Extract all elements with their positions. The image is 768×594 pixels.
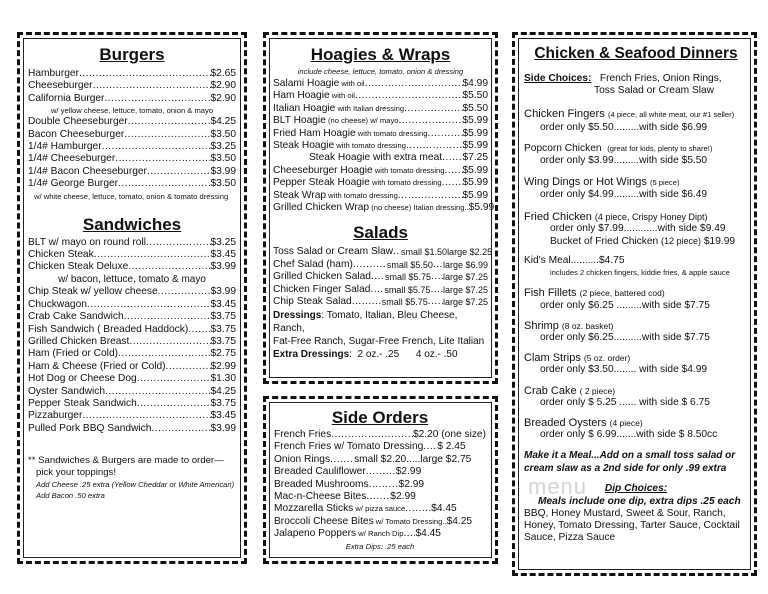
dinner-item: Chicken Fingers (4 piece, all white meat, our #1 seller) order only $5.50.........with side $6.99 <box>524 108 735 133</box>
menu-item: Chicken Steak Deluxe ..... $3.99 <box>28 261 236 273</box>
side-choices-line-2: Toss Salad or Cream Slaw <box>594 85 715 97</box>
dip-note: Meals include one dip, extra dips .25 each <box>538 495 741 507</box>
menu-item: Ham & Cheese (Fried or Cold) ..... $2.99 <box>28 361 236 373</box>
menu-item: Chicken Steak ..... $3.45 <box>28 249 236 261</box>
dip-list-line: BBQ, Honey Mustard, Sweet & Sour, Ranch, <box>524 507 726 519</box>
dressings-label: Dressings <box>273 309 322 321</box>
item-note: w/ white cheese, lettuce, tomato, onion & tomato dressing <box>34 191 229 201</box>
dinner-item: Popcorn Chicken (great for kids, plenty to share!) order only $3.99.........with side $5.50 <box>524 142 713 167</box>
menu-item: 1/4# George Burger ..... $3.50 <box>28 178 236 190</box>
menu-item: Pizzaburger ..... $3.45 <box>28 410 236 422</box>
menu-item: Ham Hoagie with oil ..... $5.50 <box>273 90 488 102</box>
menu-item: Cheeseburger Hoagie with tomato dressing ..... $5.99 <box>273 165 488 177</box>
dip-list-line: Honey, Tomato Dressing, Tarter Sauce, Cocktail <box>524 520 740 532</box>
menu-item: Salami Hoagie with oil ..... $4.99 <box>273 78 488 90</box>
menu-item: BLT w/ mayo on round roll ..... $3.25 <box>28 237 236 249</box>
chicken-seafood-panel <box>512 32 757 576</box>
side-choices-label: Side Choices: <box>524 73 592 84</box>
menu-item: Breaded Mushrooms ..... $2.99 <box>274 479 486 491</box>
extra-dressings-line: Extra Dressings: 2 oz.- .25 4 oz.- .50 <box>273 348 458 360</box>
menu-item: Chicken Finger Salad ..... small $5.75 ..... large $7.25 <box>273 284 488 296</box>
dinner-item: Kid's Meal..........$4.75 includes 2 chicken fingers, kiddie fries, & apple sauce <box>524 255 730 278</box>
menu-item: Grilled Chicken Wrap (no cheese) Italian dressing.. $5.99 <box>273 202 495 214</box>
dressings-line-2: Fat-Free Ranch, Sugar-Free French, Lite Italian <box>273 335 485 347</box>
addon-cheese-note: Add Cheese .25 extra (Yellow Cheddar or White American) <box>36 480 235 490</box>
make-it-a-meal-line-2: cream slaw as a 2nd side for only .99 extra <box>524 462 727 474</box>
menu-item: Bacon Cheeseburger ..... $3.50 <box>28 129 236 141</box>
menu-item: French Fries w/ Tomato Dressing ..... $ 2.45 <box>274 441 486 453</box>
dinner-item: Shrimp (8 oz. basket) order only $6.25..........with side $7.75 <box>524 319 710 344</box>
menu-item: Chip Steak Salad ..... small $5.75 ..... large $7.25 <box>273 296 488 308</box>
menu-item: Cheeseburger ..... $2.90 <box>28 80 236 92</box>
addon-bacon-note: Add Bacon .50 extra <box>36 491 105 501</box>
dinner-item: Clam Strips (5 oz. order) order only $3.50........ with side $4.99 <box>524 352 708 376</box>
side-orders-title: Side Orders <box>331 408 429 427</box>
menu-item: Jalapeno Poppers w/ Ranch Dip ..... $4.45 <box>274 528 486 540</box>
chicken-title: Chicken & Seafood Dinners <box>534 45 738 62</box>
menu-item: French Fries ..... $2.20 (one size) <box>274 429 486 441</box>
menu-item: Fish Sandwich ( Breaded Haddock) ..... $3.75 <box>28 324 236 336</box>
menu-item: Steak Wrap with tomato dressing ..... $5.99 <box>273 190 488 202</box>
side-orders-panel <box>263 396 498 564</box>
menu-item: 1/4# Cheeseburger ..... $3.50 <box>28 153 236 165</box>
menu-item: Ham (Fried or Cold) ..... $2.75 <box>28 348 236 360</box>
item-note: w/ bacon, lettuce, tomato & mayo <box>58 273 206 285</box>
side-choices-line: Side Choices: French Fries, Onion Rings, <box>524 73 722 84</box>
menu-item: Chip Steak w/ yellow cheese ..... $3.99 <box>28 286 236 298</box>
make-it-a-meal-line: Make it a Meal...Add on a small toss salad or <box>524 450 736 462</box>
dinner-item: Fish Fillets (2 piece, battered cod) order only $6.25 .........with side $7.75 <box>524 287 710 311</box>
sandwiches-title: Sandwiches <box>82 214 182 234</box>
hoagies-salads-panel <box>263 32 498 384</box>
dip-list-line: Sauce, Pizza Sauce <box>524 532 616 544</box>
menu-item: Chef Salad (ham) ..... small $5.50 ..... large $6.99 <box>273 259 488 271</box>
menu-item: 1/4# Hamburger ..... $3.25 <box>28 141 236 153</box>
menu-item: Chuckwagon ..... $3.45 <box>28 299 236 311</box>
menu-item: Onion Rings ..... small $2.20.....large $2.75 <box>274 454 486 466</box>
menu-item: Hamburger ..... $2.65 <box>28 68 236 80</box>
menu-item: Italian Hoagie with Italian dressing ..... $5.50 <box>273 103 488 115</box>
menu-item: Crab Cake Sandwich ..... $3.75 <box>28 311 236 323</box>
menu-item: Pepper Steak Sandwich ..... $3.75 <box>28 398 236 410</box>
menu-item: Fried Ham Hoagie with tomato dressing ..... $5.99 <box>273 128 488 140</box>
menu-item: Toss Salad or Cream Slaw ..... small $1.50 large $2.25 <box>273 246 488 258</box>
menu-item: Pulled Pork BBQ Sandwich ..... $3.99 <box>28 423 236 435</box>
menu-item: Double Cheeseburger ..... $4.25 <box>28 116 236 128</box>
dressings-line: Dressings: Tomato, Italian, Bleu Cheese, Ranch, <box>273 309 458 334</box>
menu-item: 1/4# Bacon Cheeseburger ..... $3.99 <box>28 166 236 178</box>
menu-item: Broccoli Cheese Bites w/ Tomato Dressing.. $4.25 <box>274 515 473 527</box>
menu-item: Mac-n-Cheese Bites ..... $2.99 <box>274 491 486 503</box>
item-note: w/ yellow cheese, lettuce, tomato, onion & mayo <box>50 106 214 116</box>
menu-item: Grilled Chicken Breast ..... $3.75 <box>28 336 236 348</box>
dip-choices-label: Dip Choices: <box>604 483 668 495</box>
menu-item: Grilled Chicken Salad ..... small $5.75 ..... large $7.25 <box>273 271 488 283</box>
made-to-order-note: ** Sandwiches & Burgers are made to order— <box>28 455 224 467</box>
burgers-sandwiches-panel <box>17 32 247 564</box>
extra-dressings-label: Extra Dressings <box>273 348 350 360</box>
toppings-note: pick your toppings! <box>36 467 116 479</box>
menu-item: Mozzarella Sticks w/ pizza sauce ..... $4.45 <box>274 503 486 515</box>
menu-item: Pepper Steak Hoagie with tomato dressing ..... $5.99 <box>273 177 488 189</box>
dinner-item: Crab Cake ( 2 piece) order only $ 5.25 ...... with side $ 6.75 <box>524 384 710 408</box>
salads-title: Salads <box>353 223 408 243</box>
menu-item: Steak Hoagie with extra meat ..... $7.25 <box>273 152 488 164</box>
hoagies-title: Hoagies & Wraps <box>310 45 451 64</box>
menu-item: Oyster Sandwich ..... $4.25 <box>28 386 236 398</box>
menu-item: Breaded Cauliflower ..... $2.99 <box>274 466 486 478</box>
menu-item: Steak Hoagie with tomato dressing ..... $5.99 <box>273 140 488 152</box>
menu-item: Hot Dog or Cheese Dog ..... $1.30 <box>28 373 236 385</box>
extra-dips-note: Extra Dips: .25 each <box>345 541 415 551</box>
burgers-title: Burgers <box>99 45 165 64</box>
hoagies-subtitle: include cheese, lettuce, tomato, onion & dressing <box>297 67 464 76</box>
menu-item: BLT Hoagie (no cheese) w/ mayo ..... $5.99 <box>273 115 488 127</box>
watermark-logo: menu <box>528 474 588 500</box>
menu-item: California Burger ..... $2.90 <box>28 93 236 105</box>
dinner-item: Wing Dings or Hot Wings (5 piece) order only $4.99.........with side $6.49 <box>524 176 708 201</box>
dinner-item: Fried Chicken (4 piece, Crispy Honey Dipt) order only $7.99............with side $9.49 Bucket of Fried Chicken (12 piece) $19.99 <box>524 210 736 248</box>
dinner-item: Breaded Oysters (4 piece) order only $ 6.99.......with side $ 8.50cc <box>524 417 718 441</box>
